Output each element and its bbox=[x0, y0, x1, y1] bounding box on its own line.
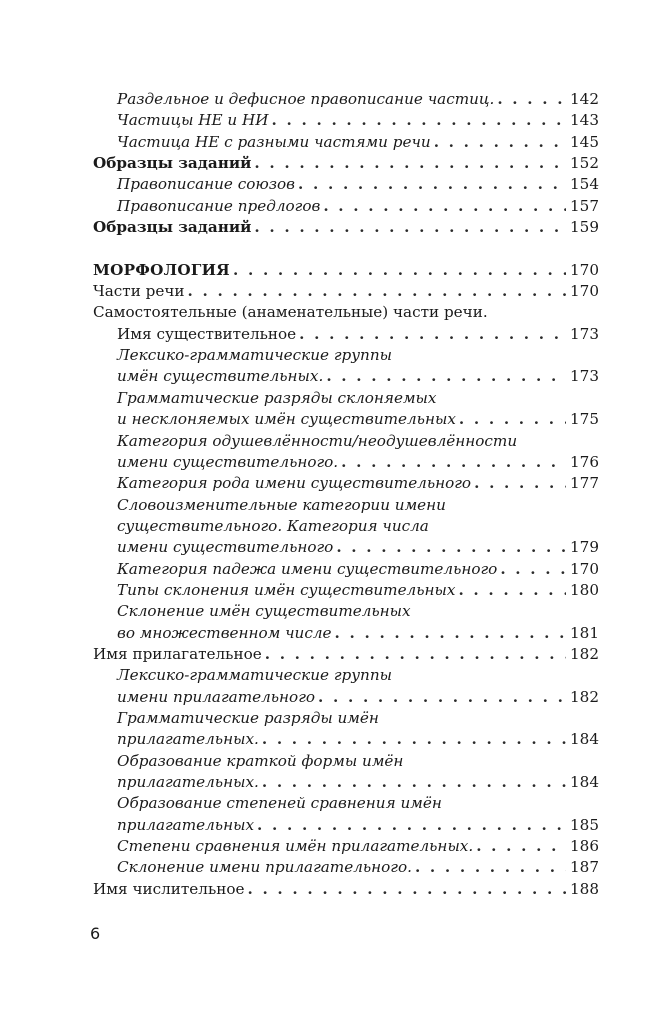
toc-entry-page: 175 bbox=[570, 410, 599, 429]
toc-entry-title: Категория одушевлённости/неодушевлённости bbox=[117, 431, 518, 450]
toc-entry-title: имени существительного. bbox=[117, 452, 339, 471]
dot-leader bbox=[326, 366, 566, 387]
dot-leader bbox=[323, 196, 566, 217]
toc-entry-page: 187 bbox=[570, 858, 599, 877]
toc-entry-page: 173 bbox=[570, 324, 599, 343]
toc-entry bbox=[93, 665, 599, 686]
toc-entry-title: Частицы НЕ и НИ bbox=[117, 111, 269, 130]
toc-entry-title: Частица НЕ с разными частями речи bbox=[117, 132, 431, 151]
toc-entry-title: Склонение имён существительных bbox=[117, 602, 411, 621]
toc-entry-page: 185 bbox=[570, 815, 599, 834]
dot-leader bbox=[458, 580, 566, 601]
toc-entry-title: имени прилагательного bbox=[117, 687, 316, 706]
dot-leader bbox=[474, 473, 566, 494]
toc-entry-page: 154 bbox=[570, 175, 599, 194]
dot-leader bbox=[188, 281, 566, 302]
toc-entry-page: 179 bbox=[570, 538, 599, 557]
toc-entry-title: Склонение имени прилагательного. bbox=[117, 858, 412, 877]
dot-leader bbox=[299, 324, 566, 345]
toc-entry-title: Категория падежа имени существительного bbox=[117, 559, 498, 578]
dot-leader bbox=[476, 836, 566, 857]
toc-entry bbox=[93, 559, 599, 580]
toc-entry-page: 186 bbox=[570, 837, 599, 856]
toc-entry-title: Раздельное и дефисное правописание частиц. bbox=[117, 90, 495, 108]
toc-entry bbox=[93, 89, 599, 110]
toc-entry-title: имён существительных. bbox=[117, 367, 324, 386]
dot-leader bbox=[335, 623, 566, 644]
toc-entry bbox=[93, 473, 599, 494]
toc-entry bbox=[93, 409, 599, 430]
dot-leader bbox=[497, 89, 566, 110]
toc-entry-page: 181 bbox=[570, 623, 599, 642]
toc-entry bbox=[93, 601, 599, 622]
toc-entry bbox=[93, 174, 599, 195]
toc-entry bbox=[93, 623, 599, 644]
toc-entry bbox=[93, 302, 599, 323]
dot-leader bbox=[254, 217, 566, 238]
toc-entry bbox=[93, 644, 599, 665]
toc-entry bbox=[93, 580, 599, 601]
toc-entry-page: 188 bbox=[570, 879, 599, 898]
toc-entry-title: Правописание предлогов bbox=[117, 196, 321, 215]
toc-entry bbox=[93, 708, 599, 729]
toc-entry-page: 170 bbox=[570, 559, 599, 578]
section-gap bbox=[93, 238, 599, 259]
dot-leader bbox=[265, 644, 566, 665]
toc-entry-page: 184 bbox=[570, 730, 599, 749]
dot-leader bbox=[262, 729, 566, 750]
toc-entry bbox=[93, 495, 599, 516]
page-number: 6 bbox=[90, 924, 101, 943]
toc-entry-title: прилагательных. bbox=[117, 773, 259, 791]
toc-entry-title: Образцы заданий bbox=[93, 218, 252, 237]
toc-entry bbox=[93, 751, 599, 772]
toc-section-morphology bbox=[93, 260, 599, 900]
toc-entry-title: МОРФОЛОГИЯ bbox=[93, 260, 230, 279]
toc-entry bbox=[93, 281, 599, 302]
toc-entry-page: 184 bbox=[570, 773, 599, 791]
dot-leader bbox=[298, 174, 566, 195]
dot-leader bbox=[272, 110, 566, 131]
toc-entry bbox=[93, 260, 599, 281]
toc-entry-title: и несклоняемых имён существительных bbox=[117, 410, 456, 429]
toc-entry-title: Словоизменительные категории имени bbox=[117, 495, 446, 514]
toc-entry-title: Образцы заданий bbox=[93, 154, 252, 173]
toc-entry-page: 180 bbox=[570, 580, 599, 599]
toc-entry bbox=[93, 772, 599, 793]
toc-entry-page: 152 bbox=[570, 154, 599, 173]
toc-entry bbox=[93, 345, 599, 366]
toc-entry-title: прилагательных. bbox=[117, 730, 259, 749]
toc-entry bbox=[93, 196, 599, 217]
toc-entry bbox=[93, 687, 599, 708]
toc-entry-page: 143 bbox=[570, 111, 599, 130]
toc-entry bbox=[93, 153, 599, 174]
toc-entry-title: Типы склонения имён существительных bbox=[117, 580, 456, 599]
dot-leader bbox=[257, 815, 566, 836]
toc-entry bbox=[93, 452, 599, 473]
toc-entry-page: 159 bbox=[570, 218, 599, 237]
dot-leader bbox=[336, 537, 566, 558]
toc-entry bbox=[93, 793, 599, 814]
toc-entry bbox=[93, 324, 599, 345]
toc-entry-page: 182 bbox=[570, 644, 599, 663]
dot-leader bbox=[262, 772, 566, 793]
toc-entry bbox=[93, 857, 599, 878]
toc-entry bbox=[93, 132, 599, 153]
toc-entry-title: Имя существительное bbox=[117, 324, 297, 343]
toc-entry-page: 176 bbox=[570, 452, 599, 471]
dot-leader bbox=[318, 687, 566, 708]
toc-entry bbox=[93, 217, 599, 238]
toc-entry-title: Грамматические разряды склоняемых bbox=[117, 388, 437, 407]
dot-leader bbox=[459, 409, 566, 430]
toc-entry-title: Имя прилагательное bbox=[93, 644, 262, 663]
toc-entry bbox=[93, 729, 599, 750]
toc-entry-title: Категория рода имени существительного bbox=[117, 474, 472, 493]
toc-entry-title: во множественном числе bbox=[117, 623, 332, 642]
toc-entry-title: Имя числительное bbox=[93, 879, 245, 898]
dot-leader bbox=[233, 260, 566, 281]
dot-leader bbox=[500, 559, 566, 580]
toc-entry-page: 173 bbox=[570, 367, 599, 386]
toc-entry-title: прилагательных bbox=[117, 815, 255, 834]
toc-entry-title: имени существительного bbox=[117, 538, 334, 557]
toc-entry bbox=[93, 516, 599, 537]
toc-entry-title: Лексико-грамматические группы bbox=[117, 666, 392, 685]
toc-entry bbox=[93, 431, 599, 452]
toc-entry bbox=[93, 366, 599, 387]
toc-entry-title: Правописание союзов bbox=[117, 175, 296, 194]
toc-entry bbox=[93, 110, 599, 131]
toc-entry-title: существительного. Категория числа bbox=[117, 516, 429, 535]
toc-entry-page: 177 bbox=[570, 474, 599, 493]
toc-entry-page: 157 bbox=[570, 196, 599, 215]
dot-leader bbox=[247, 879, 566, 900]
toc-entry-title: Части речи bbox=[93, 282, 185, 301]
toc-entry-title: Самостоятельные (анаменательные) части речи. bbox=[93, 303, 488, 322]
toc-entry-page: 170 bbox=[570, 260, 599, 279]
toc-entry-page: 170 bbox=[570, 282, 599, 301]
toc-entry-title: Грамматические разряды имён bbox=[117, 708, 379, 727]
toc-entry bbox=[93, 537, 599, 558]
dot-leader bbox=[341, 452, 566, 473]
table-of-contents bbox=[93, 89, 599, 900]
toc-entry bbox=[93, 879, 599, 900]
dot-leader bbox=[434, 132, 566, 153]
toc-entry-title: Лексико-грамматические группы bbox=[117, 346, 392, 365]
toc-entry bbox=[93, 836, 599, 857]
toc-entry-page: 142 bbox=[570, 90, 599, 108]
toc-entry-title: Степени сравнения имён прилагательных. bbox=[117, 837, 474, 856]
toc-entry-page: 182 bbox=[570, 687, 599, 706]
toc-entry bbox=[93, 815, 599, 836]
dot-leader bbox=[415, 857, 566, 878]
toc-entry bbox=[93, 388, 599, 409]
toc-entry-title: Образование степеней сравнения имён bbox=[117, 794, 442, 813]
toc-entry-title: Образование краткой формы имён bbox=[117, 751, 404, 770]
toc-section-orthography bbox=[93, 89, 599, 238]
dot-leader bbox=[254, 153, 566, 174]
toc-entry-page: 145 bbox=[570, 132, 599, 151]
